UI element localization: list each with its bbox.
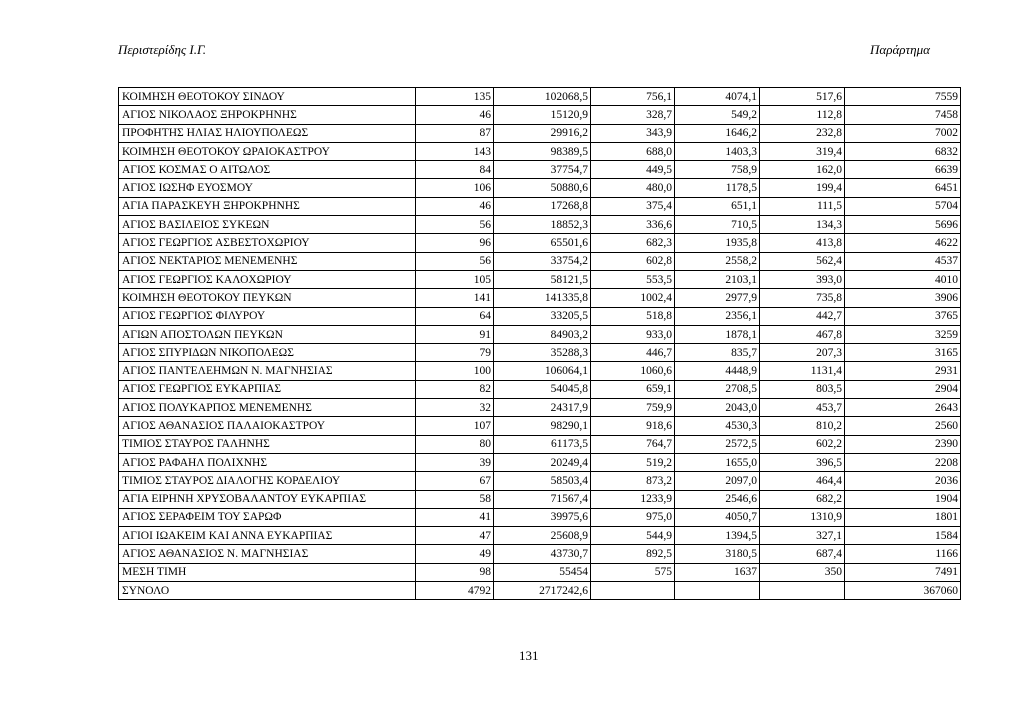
value-6-cell: 7559 [845,88,961,106]
parish-name-cell: ΑΓΙΟΣ ΝΕΚΤΑΡΙΟΣ ΜΕΝΕΜΕΝΗΣ [119,252,416,270]
value-3-cell: 756,1 [591,88,675,106]
table-row [119,380,961,398]
value-3-cell: 328,7 [591,106,675,124]
value-4-cell: 3180,5 [675,545,760,563]
value-2-cell: 35288,3 [494,344,591,362]
value-5-cell: 602,2 [760,435,845,453]
table-row [119,197,961,215]
value-4-cell: 2572,5 [675,435,760,453]
value-4-cell: 1655,0 [675,453,760,471]
table-row [119,142,961,160]
value-2-cell: 24317,9 [494,399,591,417]
value-1-cell: 46 [416,106,494,124]
value-5-cell: 442,7 [760,307,845,325]
value-6-cell: 1801 [845,508,961,526]
value-6-cell: 3165 [845,344,961,362]
value-4-cell: 1935,8 [675,234,760,252]
parish-name-cell: ΑΓΙΟΣ ΣΠΥΡΙΔΩΝ ΝΙΚΟΠΟΛΕΩΣ [119,344,416,362]
value-5-cell: 393,0 [760,270,845,288]
table-row [119,124,961,142]
table-row [119,508,961,526]
parish-name-cell: ΚΟΙΜΗΣΗ ΘΕΟΤΟΚΟΥ ΣΙΝΔΟΥ [119,88,416,106]
value-2-cell: 98389,5 [494,142,591,160]
value-2-cell: 43730,7 [494,545,591,563]
value-6-cell: 3906 [845,289,961,307]
value-3-cell: 602,8 [591,252,675,270]
value-4-cell: 1394,5 [675,527,760,545]
value-2-cell: 84903,2 [494,325,591,343]
parish-name-cell: ΑΓΙΟΣ ΚΟΣΜΑΣ Ο ΑΙΤΩΛΟΣ [119,161,416,179]
value-1-cell: 91 [416,325,494,343]
parish-name-cell: ΑΓΙΟΣ ΠΟΛΥΚΑΡΠΟΣ ΜΕΝΕΜΕΝΗΣ [119,399,416,417]
value-1-cell: 106 [416,179,494,197]
table-row [119,417,961,435]
value-5-cell: 453,7 [760,399,845,417]
value-4-cell [675,582,760,600]
value-1-cell: 46 [416,197,494,215]
value-4-cell: 2558,2 [675,252,760,270]
parish-name-cell: ΑΓΙΑ ΠΑΡΑΣΚΕΥΗ ΞΗΡΟΚΡΗΝΗΣ [119,197,416,215]
value-3-cell: 892,5 [591,545,675,563]
table-row [119,106,961,124]
parish-name-cell: ΑΓΙΟΣ ΓΕΩΡΓΙΟΣ ΦΙΛΥΡΟΥ [119,307,416,325]
value-4-cell: 4530,3 [675,417,760,435]
value-3-cell: 688,0 [591,142,675,160]
value-4-cell: 710,5 [675,216,760,234]
table-row [119,161,961,179]
parish-name-cell: ΑΓΙΟΣ ΙΩΣΗΦ ΕΥΟΣΜΟΥ [119,179,416,197]
value-1-cell: 87 [416,124,494,142]
parish-name-cell: ΑΓΙΟΣ ΓΕΩΡΓΙΟΣ ΕΥΚΑΡΠΙΑΣ [119,380,416,398]
value-6-cell: 6832 [845,142,961,160]
value-4-cell: 2043,0 [675,399,760,417]
parish-name-cell: ΣΥΝΟΛΟ [119,582,416,600]
value-5-cell [760,582,845,600]
value-5-cell: 1310,9 [760,508,845,526]
value-6-cell: 2208 [845,453,961,471]
parish-name-cell: ΑΓΙΟΣ ΓΕΩΡΓΙΟΣ ΑΣΒΕΣΤΟΧΩΡΙΟΥ [119,234,416,252]
parish-name-cell: ΑΓΙΟΣ ΠΑΝΤΕΛΕΗΜΩΝ Ν. ΜΑΓΝΗΣΙΑΣ [119,362,416,380]
value-5-cell: 562,4 [760,252,845,270]
parish-name-cell: ΑΓΙΟΣ ΡΑΦΑΗΛ ΠΟΛΙΧΝΗΣ [119,453,416,471]
value-5-cell: 162,0 [760,161,845,179]
value-1-cell: 39 [416,453,494,471]
page-number: 131 [519,648,539,663]
parish-name-cell: ΤΙΜΙΟΣ ΣΤΑΥΡΟΣ ΔΙΑΛΟΓΗΣ ΚΟΡΔΕΛΙΟΥ [119,472,416,490]
value-2-cell: 65501,6 [494,234,591,252]
value-3-cell: 480,0 [591,179,675,197]
table-row [119,472,961,490]
value-4-cell: 1403,3 [675,142,760,160]
value-2-cell: 39975,6 [494,508,591,526]
value-2-cell: 37754,7 [494,161,591,179]
value-1-cell: 105 [416,270,494,288]
parish-name-cell: ΑΓΙΟΣ ΝΙΚΟΛΑΟΣ ΞΗΡΟΚΡΗΝΗΣ [119,106,416,124]
value-2-cell: 33205,5 [494,307,591,325]
value-4-cell: 1178,5 [675,179,760,197]
value-6-cell: 367060 [845,582,961,600]
value-5-cell: 232,8 [760,124,845,142]
table-row [119,490,961,508]
value-5-cell: 350 [760,563,845,581]
value-4-cell: 4448,9 [675,362,760,380]
value-1-cell: 58 [416,490,494,508]
table-row [119,362,961,380]
table-row [119,527,961,545]
table-row [119,325,961,343]
parish-name-cell: ΑΓΙΟΣ ΓΕΩΡΓΙΟΣ ΚΑΛΟΧΩΡΙΟΥ [119,270,416,288]
value-1-cell: 64 [416,307,494,325]
value-4-cell: 2097,0 [675,472,760,490]
value-6-cell: 3259 [845,325,961,343]
value-5-cell: 413,8 [760,234,845,252]
value-3-cell: 764,7 [591,435,675,453]
parish-name-cell: ΜΕΣΗ ΤΙΜΗ [119,563,416,581]
value-5-cell: 467,8 [760,325,845,343]
running-header-section: Παράρτημα [870,42,930,57]
value-1-cell: 49 [416,545,494,563]
value-1-cell: 41 [416,508,494,526]
value-3-cell [591,582,675,600]
value-5-cell: 517,6 [760,88,845,106]
value-2-cell: 33754,2 [494,252,591,270]
value-4-cell: 758,9 [675,161,760,179]
value-5-cell: 1131,4 [760,362,845,380]
table-row [119,216,961,234]
value-1-cell: 135 [416,88,494,106]
parish-name-cell: ΑΓΙΑ ΕΙΡΗΝΗ ΧΡΥΣΟΒΑΛΑΝΤΟΥ ΕΥΚΑΡΠΙΑΣ [119,490,416,508]
value-6-cell: 5696 [845,216,961,234]
parish-name-cell: ΑΓΙΟΣ ΑΘΑΝΑΣΙΟΣ ΠΑΛΑΙΟΚΑΣΤΡΟΥ [119,417,416,435]
value-4-cell: 2708,5 [675,380,760,398]
value-3-cell: 449,5 [591,161,675,179]
value-3-cell: 553,5 [591,270,675,288]
parish-name-cell: ΑΓΙΟΙ ΙΩΑΚΕΙΜ ΚΑΙ ΑΝΝΑ ΕΥΚΑΡΠΙΑΣ [119,527,416,545]
value-1-cell: 79 [416,344,494,362]
value-1-cell: 107 [416,417,494,435]
value-2-cell: 58121,5 [494,270,591,288]
value-4-cell: 835,7 [675,344,760,362]
value-3-cell: 682,3 [591,234,675,252]
value-5-cell: 327,1 [760,527,845,545]
value-4-cell: 1646,2 [675,124,760,142]
value-2-cell: 58503,4 [494,472,591,490]
value-5-cell: 687,4 [760,545,845,563]
value-6-cell: 2904 [845,380,961,398]
table-body [119,88,961,600]
parish-name-cell: ΚΟΙΜΗΣΗ ΘΕΟΤΟΚΟΥ ΩΡΑΙΟΚΑΣΤΡΟΥ [119,142,416,160]
value-5-cell: 319,4 [760,142,845,160]
value-6-cell: 2036 [845,472,961,490]
value-4-cell: 2977,9 [675,289,760,307]
value-4-cell: 4050,7 [675,508,760,526]
value-4-cell: 2103,1 [675,270,760,288]
value-6-cell: 7458 [845,106,961,124]
value-5-cell: 134,3 [760,216,845,234]
value-1-cell: 32 [416,399,494,417]
value-3-cell: 873,2 [591,472,675,490]
value-4-cell: 651,1 [675,197,760,215]
value-2-cell: 98290,1 [494,417,591,435]
value-4-cell: 1878,1 [675,325,760,343]
parish-name-cell: ΑΓΙΟΣ ΣΕΡΑΦΕΙΜ ΤΟΥ ΣΑΡΩΦ [119,508,416,526]
value-3-cell: 343,9 [591,124,675,142]
value-3-cell: 933,0 [591,325,675,343]
value-1-cell: 56 [416,216,494,234]
value-1-cell: 67 [416,472,494,490]
value-6-cell: 2931 [845,362,961,380]
value-5-cell: 112,8 [760,106,845,124]
value-3-cell: 518,8 [591,307,675,325]
value-3-cell: 446,7 [591,344,675,362]
value-6-cell: 4622 [845,234,961,252]
value-5-cell: 464,4 [760,472,845,490]
value-6-cell: 6639 [845,161,961,179]
value-1-cell: 82 [416,380,494,398]
table-row [119,88,961,106]
value-6-cell: 3765 [845,307,961,325]
parish-name-cell: ΤΙΜΙΟΣ ΣΤΑΥΡΟΣ ΓΑΛΗΝΗΣ [119,435,416,453]
value-2-cell: 18852,3 [494,216,591,234]
value-6-cell: 7002 [845,124,961,142]
value-2-cell: 141335,8 [494,289,591,307]
value-2-cell: 102068,5 [494,88,591,106]
value-5-cell: 803,5 [760,380,845,398]
value-6-cell: 2560 [845,417,961,435]
table-row [119,252,961,270]
parish-name-cell: ΑΓΙΟΣ ΑΘΑΝΑΣΙΟΣ Ν. ΜΑΓΝΗΣΙΑΣ [119,545,416,563]
value-3-cell: 975,0 [591,508,675,526]
value-3-cell: 918,6 [591,417,675,435]
value-5-cell: 682,2 [760,490,845,508]
value-1-cell: 84 [416,161,494,179]
value-3-cell: 519,2 [591,453,675,471]
value-4-cell: 2546,6 [675,490,760,508]
value-2-cell: 54045,8 [494,380,591,398]
table-row [119,453,961,471]
value-3-cell: 336,6 [591,216,675,234]
value-6-cell: 5704 [845,197,961,215]
table-row [119,344,961,362]
value-1-cell: 80 [416,435,494,453]
value-5-cell: 810,2 [760,417,845,435]
value-2-cell: 17268,8 [494,197,591,215]
value-3-cell: 544,9 [591,527,675,545]
table-row [119,234,961,252]
value-5-cell: 735,8 [760,289,845,307]
table-row [119,435,961,453]
table-row [119,582,961,600]
value-6-cell: 6451 [845,179,961,197]
value-2-cell: 2717242,6 [494,582,591,600]
value-6-cell: 4010 [845,270,961,288]
value-6-cell: 2643 [845,399,961,417]
table-row [119,545,961,563]
value-2-cell: 50880,6 [494,179,591,197]
data-table [118,87,961,600]
value-3-cell: 1233,9 [591,490,675,508]
value-6-cell: 1904 [845,490,961,508]
value-4-cell: 2356,1 [675,307,760,325]
value-5-cell: 111,5 [760,197,845,215]
table-row [119,307,961,325]
value-1-cell: 143 [416,142,494,160]
value-3-cell: 1002,4 [591,289,675,307]
value-4-cell: 549,2 [675,106,760,124]
value-3-cell: 759,9 [591,399,675,417]
table-row [119,270,961,288]
value-1-cell: 98 [416,563,494,581]
table-row [119,399,961,417]
value-6-cell: 7491 [845,563,961,581]
value-6-cell: 1584 [845,527,961,545]
value-1-cell: 100 [416,362,494,380]
value-1-cell: 47 [416,527,494,545]
value-3-cell: 659,1 [591,380,675,398]
value-3-cell: 575 [591,563,675,581]
table-row [119,179,961,197]
value-2-cell: 20249,4 [494,453,591,471]
parish-name-cell: ΚΟΙΜΗΣΗ ΘΕΟΤΟΚΟΥ ΠΕΥΚΩΝ [119,289,416,307]
value-1-cell: 56 [416,252,494,270]
value-2-cell: 25608,9 [494,527,591,545]
value-5-cell: 199,4 [760,179,845,197]
value-1-cell: 96 [416,234,494,252]
value-4-cell: 1637 [675,563,760,581]
value-3-cell: 1060,6 [591,362,675,380]
value-2-cell: 71567,4 [494,490,591,508]
value-2-cell: 29916,2 [494,124,591,142]
value-2-cell: 55454 [494,563,591,581]
value-6-cell: 1166 [845,545,961,563]
value-1-cell: 4792 [416,582,494,600]
parish-name-cell: ΠΡΟΦΗΤΗΣ ΗΛΙΑΣ ΗΛΙΟΥΠΟΛΕΩΣ [119,124,416,142]
value-5-cell: 396,5 [760,453,845,471]
value-3-cell: 375,4 [591,197,675,215]
value-5-cell: 207,3 [760,344,845,362]
value-2-cell: 15120,9 [494,106,591,124]
value-1-cell: 141 [416,289,494,307]
table-row [119,289,961,307]
value-6-cell: 2390 [845,435,961,453]
value-4-cell: 4074,1 [675,88,760,106]
running-header-author: Περιστερίδης Ι.Γ. [118,42,206,57]
value-2-cell: 106064,1 [494,362,591,380]
parish-name-cell: ΑΓΙΟΣ ΒΑΣΙΛΕΙΟΣ ΣΥΚΕΩΝ [119,216,416,234]
table-row [119,563,961,581]
value-6-cell: 4537 [845,252,961,270]
parish-name-cell: ΑΓΙΩΝ ΑΠΟΣΤΟΛΩΝ ΠΕΥΚΩΝ [119,325,416,343]
value-2-cell: 61173,5 [494,435,591,453]
